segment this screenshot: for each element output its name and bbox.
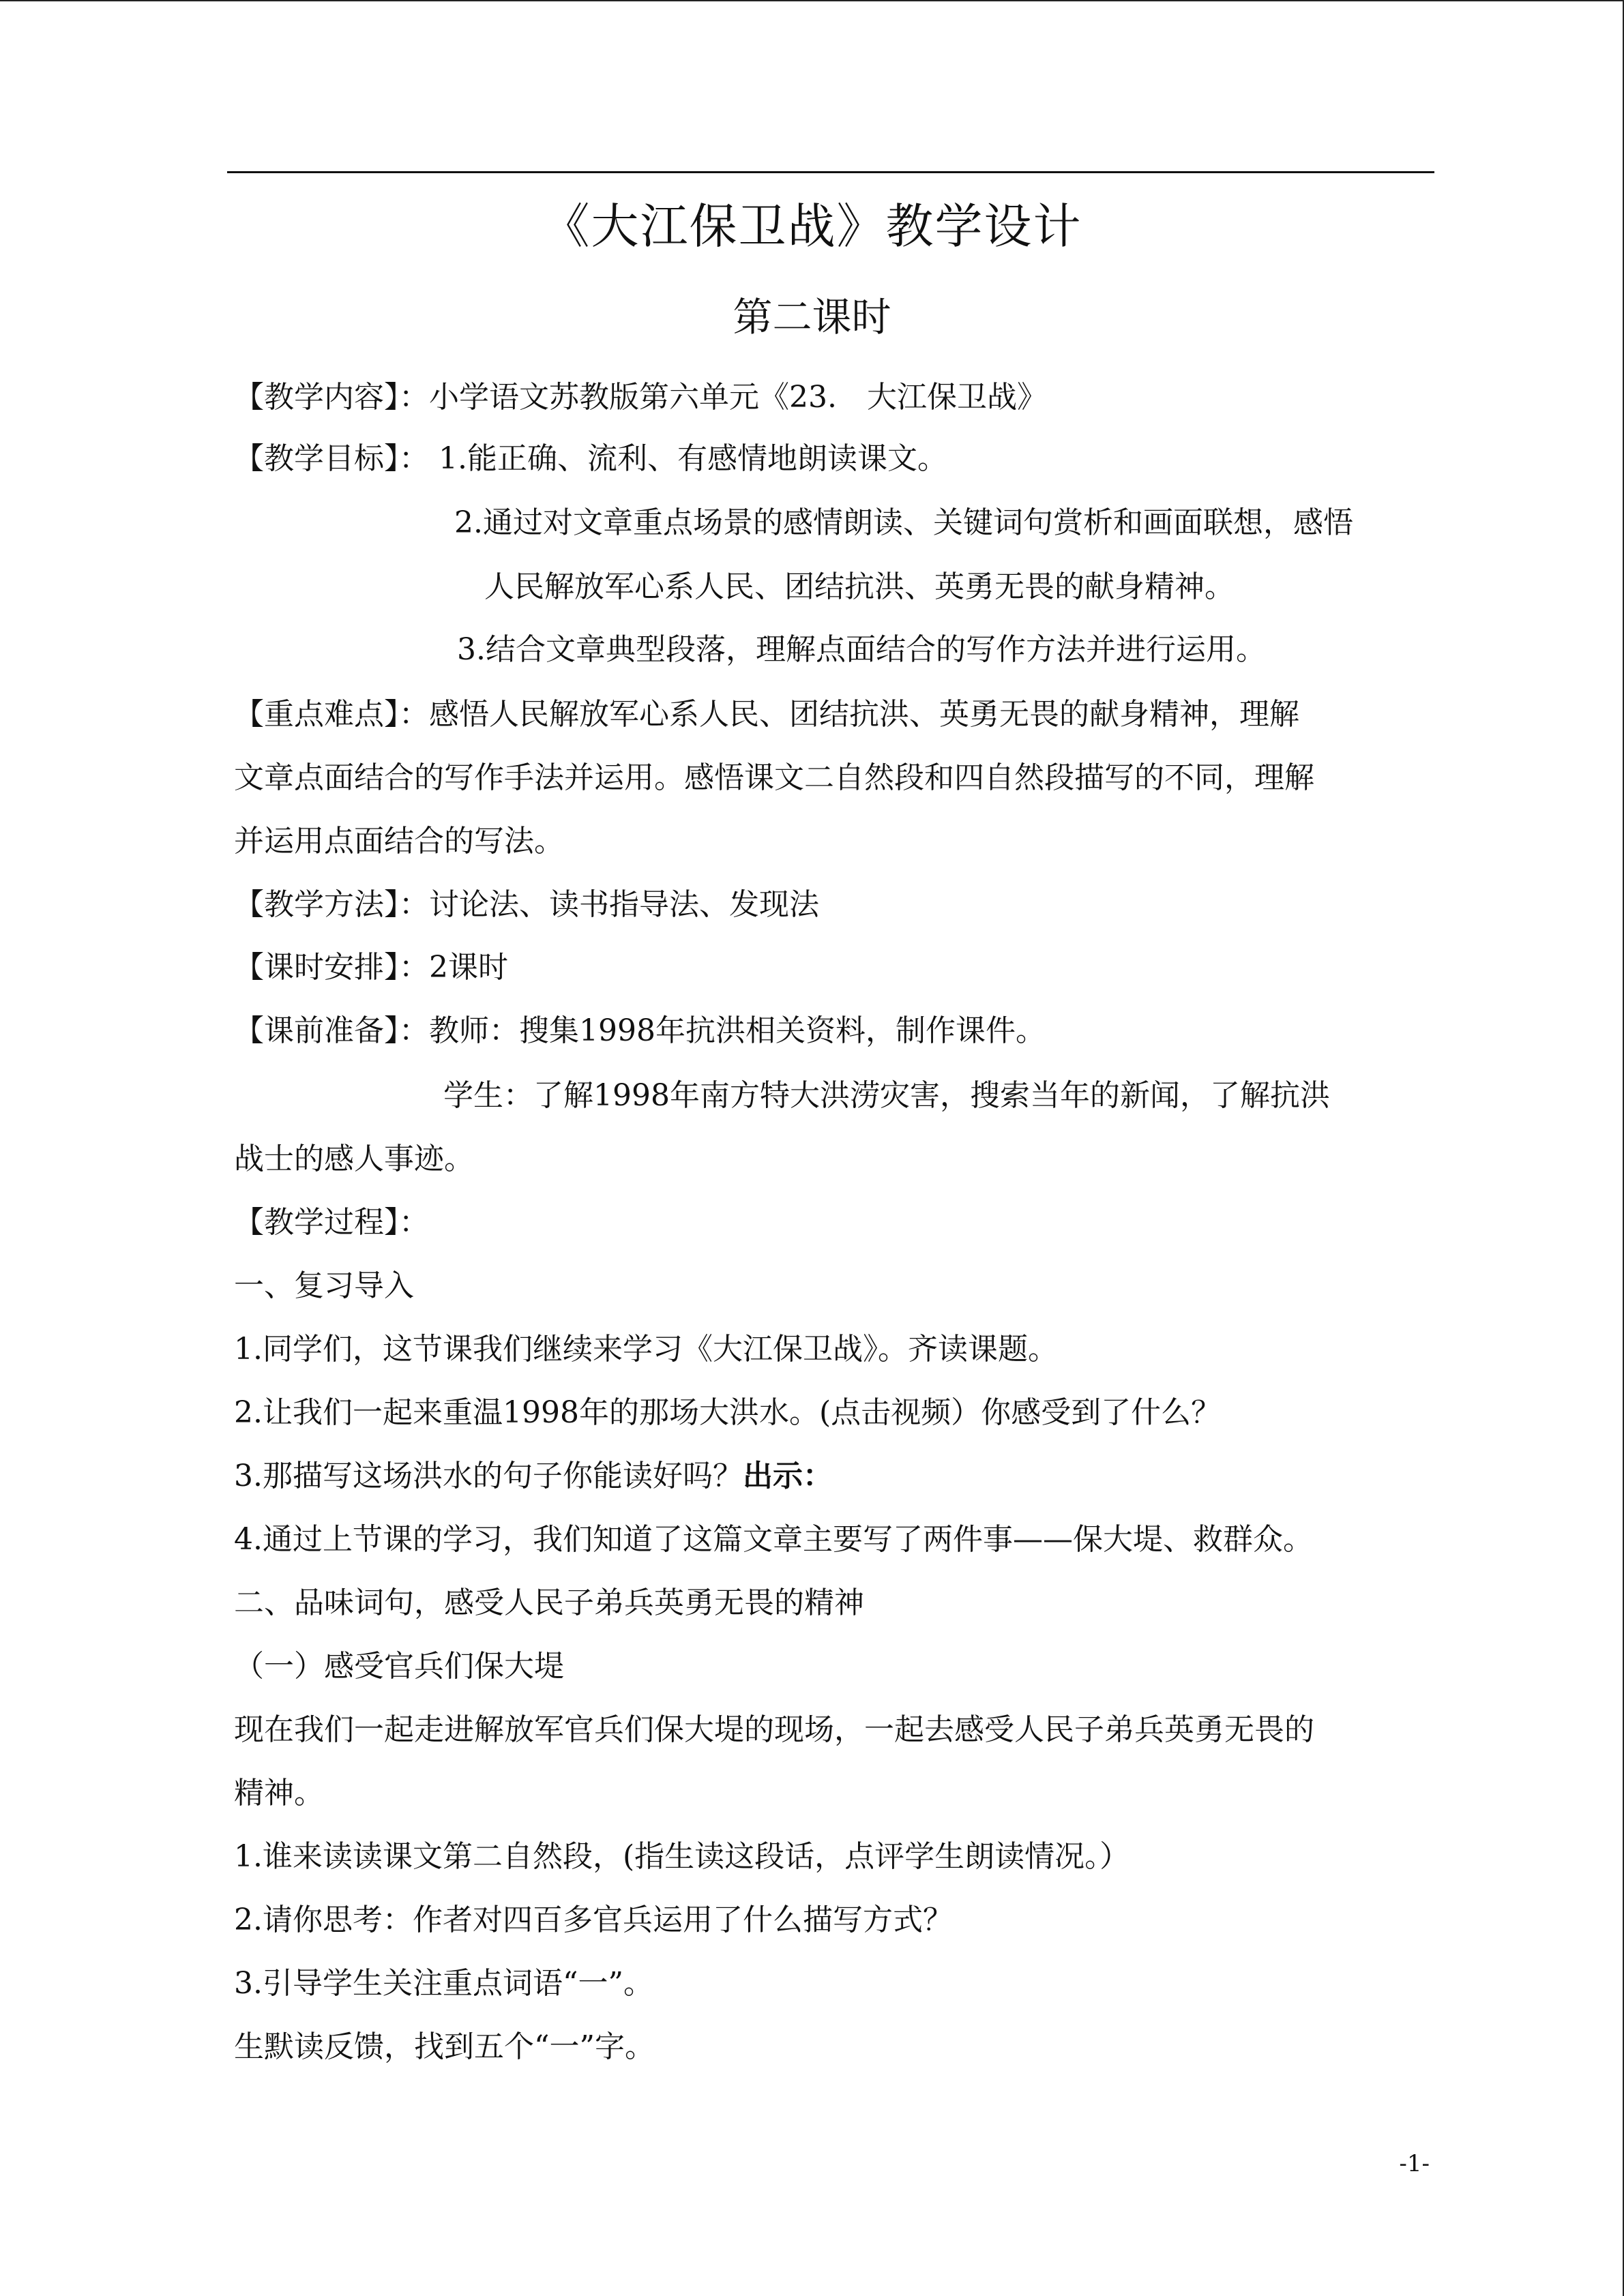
header-rule — [227, 171, 1434, 173]
text-line: 二、品味词句，感受人民子弟兵英勇无畏的精神 — [234, 1585, 864, 1620]
text-line: 生默读反馈，找到五个“一”字。 — [234, 2029, 655, 2064]
text-line: 【重点难点】：感悟人民解放军心系人民、团结抗洪、英勇无畏的献身精神，理解 — [234, 697, 1299, 732]
text-line: 3.结合文章典型段落，理解点面结合的写作方法并进行运用。 — [457, 632, 1266, 667]
text-line: 【教学内容】：小学语文苏教版第六单元《23. 大江保卫战》 — [234, 380, 1047, 415]
text-line-with-emphasis — [234, 1456, 833, 1497]
text-line: 学生：了解1998年南方特大洪涝灾害，搜索当年的新闻，了解抗洪 — [443, 1078, 1330, 1113]
text-line: 文章点面结合的写作手法并运用。感悟课文二自然段和四自然段描写的不同，理解 — [234, 760, 1314, 795]
text-line: 【课前准备】：教师：搜集1998年抗洪相关资料，制作课件。 — [234, 1013, 1046, 1048]
text-line: 2.让我们一起来重温1998年的那场大洪水。(点击视频）你感受到了什么？ — [234, 1395, 1222, 1430]
text-line: 1.同学们，这节课我们继续来学习《大江保卫战》。齐读课题。 — [234, 1332, 1058, 1367]
page-number: -1- — [1399, 2150, 1430, 2177]
text-line: 战士的感人事迹。 — [234, 1142, 474, 1176]
text-line: 【课时安排】：2课时 — [234, 950, 508, 985]
text-line: 【教学过程】： — [234, 1205, 429, 1240]
bold-label-show: 出示： — [742, 1459, 833, 1493]
text-line: 2.请你思考：作者对四百多官兵运用了什么描写方式？ — [234, 1903, 953, 1937]
text-line: 现在我们一起走进解放军官兵们保大堤的现场，一起去感受人民子弟兵英勇无畏的 — [234, 1712, 1314, 1747]
text-line: 4.通过上节课的学习，我们知道了这篇文章主要写了两件事——保大堤、救群众。 — [234, 1522, 1313, 1557]
document-title: 《大江保卫战》教学设计 — [542, 198, 1082, 254]
text-line: 并运用点面结合的写法。 — [234, 824, 564, 859]
text-line: 3.引导学生关注重点词语“一”。 — [234, 1966, 653, 2001]
text-line: 2.通过对文章重点场景的感情朗读、关键词句赏析和画面联想，感悟 — [454, 505, 1353, 540]
text-line-main: 3.那描写这场洪水的句子你能读好吗？ — [234, 1459, 743, 1493]
text-line: 【教学方法】：讨论法、读书指导法、发现法 — [234, 887, 819, 922]
text-line: 一、复习导入 — [234, 1268, 414, 1303]
text-line: 人民解放军心系人民、团结抗洪、英勇无畏的献身精神。 — [484, 569, 1235, 604]
text-line: （一）感受官兵们保大堤 — [234, 1649, 564, 1684]
text-line: 精神。 — [234, 1776, 324, 1810]
text-line: 1.谁来读读课文第二自然段，(指生读这段话，点评学生朗读情况。） — [234, 1839, 1130, 1874]
document-subtitle: 第二课时 — [733, 294, 891, 340]
text-line: 【教学目标】： 1.能正确、流利、有感情地朗读课文。 — [234, 441, 947, 476]
